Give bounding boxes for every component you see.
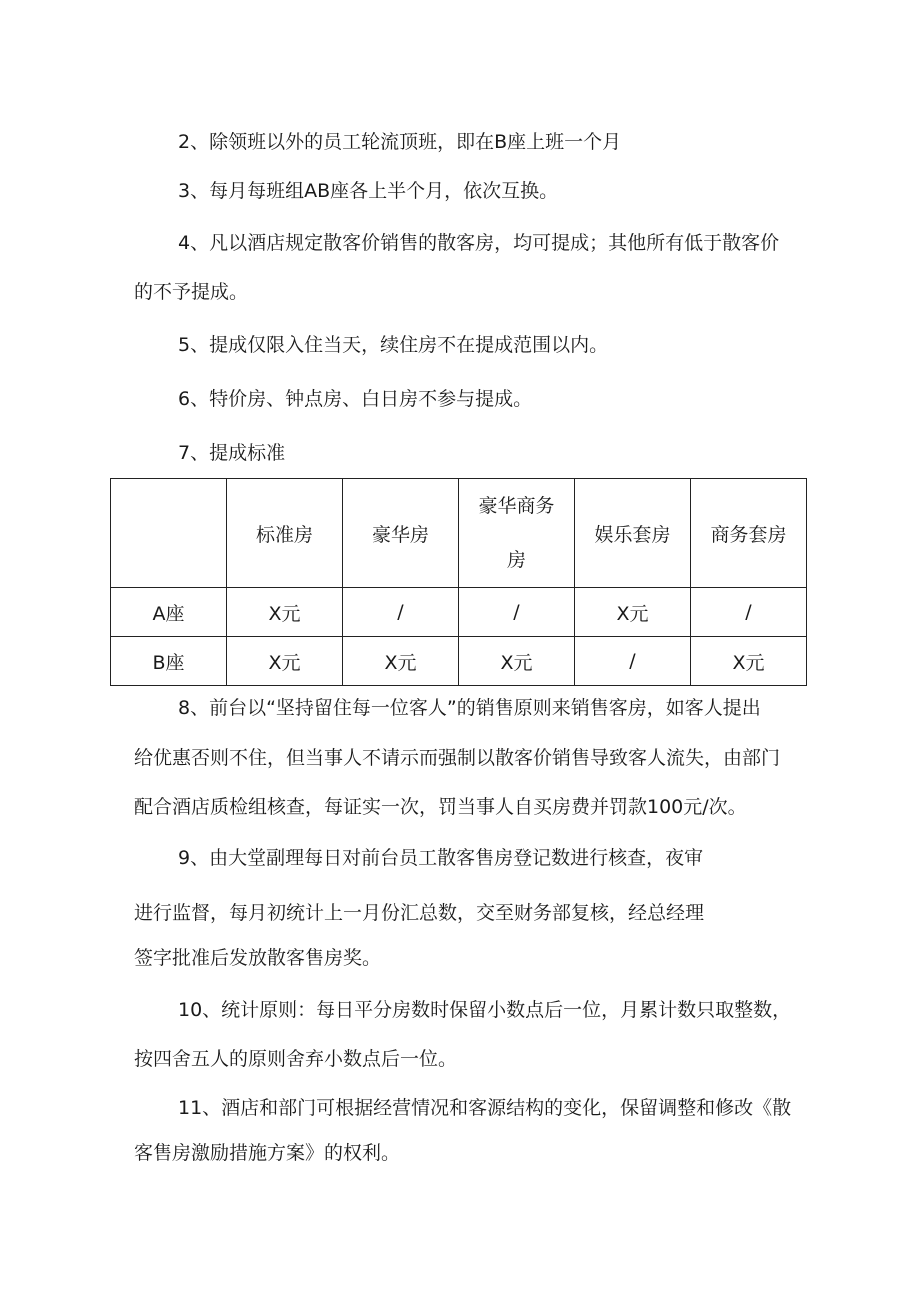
table-cell: / xyxy=(691,588,807,637)
table-cell: X元 xyxy=(575,588,691,637)
table-cell: / xyxy=(575,637,691,686)
table-header-row xyxy=(111,479,807,588)
table-header-label: 豪华商务房 xyxy=(478,495,555,571)
paragraph-10-line-2: 按四舍五人的原则舍弃小数点后一位。 xyxy=(134,1048,458,1070)
paragraph-7: 7、提成标准 xyxy=(178,442,286,464)
paragraph-8-line-3: 配合酒店质检组核查，每证实一次，罚当事人自买房费并罚款100元/次。 xyxy=(134,796,747,818)
paragraph-9-line-3: 签字批准后发放散客售房奖。 xyxy=(134,947,382,969)
table-cell: X元 xyxy=(343,637,459,686)
paragraph-8-line-1: 8、前台以“坚持留住每一位客人”的销售原则来销售客房，如客人提出 xyxy=(178,697,761,719)
table-row xyxy=(111,637,807,686)
table-header-cell xyxy=(459,479,575,588)
paragraph-3: 3、每月每班组AB座各上半个月，依次互换。 xyxy=(178,180,559,202)
paragraph-11-line-1: 11、酒店和部门可根据经营情况和客源结构的变化，保留调整和修改《散 xyxy=(178,1097,792,1119)
paragraph-4-line-1: 4、凡以酒店规定散客价销售的散客房，均可提成；其他所有低于散客价 xyxy=(178,232,780,254)
paragraph-10-line-1: 10、统计原则：每日平分房数时保留小数点后一位，月累计数只取整数， xyxy=(178,999,792,1021)
table-cell: X元 xyxy=(227,588,343,637)
paragraph-9-line-2: 进行监督，每月初统计上一月份汇总数，交至财务部复核，经总经理 xyxy=(134,902,705,924)
table-cell: B座 xyxy=(111,637,227,686)
table-cell: X元 xyxy=(227,637,343,686)
paragraph-6: 6、特价房、钟点房、白日房不参与提成。 xyxy=(178,388,533,410)
paragraph-4-line-2: 的不予提成。 xyxy=(134,281,249,303)
commission-table xyxy=(110,478,807,686)
table-header-cell: 商务套房 xyxy=(691,479,807,588)
table-cell: / xyxy=(343,588,459,637)
table-header-cell xyxy=(111,479,227,588)
table-header-cell: 标准房 xyxy=(227,479,343,588)
table-header-cell: 娱乐套房 xyxy=(575,479,691,588)
paragraph-5: 5、提成仅限入住当天，续住房不在提成范围以内。 xyxy=(178,334,609,356)
table-row xyxy=(111,588,807,637)
table-cell: / xyxy=(459,588,575,637)
table-cell: X元 xyxy=(691,637,807,686)
table-header-cell: 豪华房 xyxy=(343,479,459,588)
table-cell: A座 xyxy=(111,588,227,637)
table-cell: X元 xyxy=(459,637,575,686)
paragraph-8-line-2: 给优惠否则不住，但当事人不请示而强制以散客价销售导致客人流失，由部门 xyxy=(134,747,781,769)
paragraph-11-line-2: 客售房激励措施方案》的权利。 xyxy=(134,1142,401,1164)
paragraph-2: 2、除领班以外的员工轮流顶班，即在B座上班一个月 xyxy=(178,131,622,153)
paragraph-9-line-1: 9、由大堂副理每日对前台员工散客售房登记数进行核查，夜审 xyxy=(178,847,704,869)
